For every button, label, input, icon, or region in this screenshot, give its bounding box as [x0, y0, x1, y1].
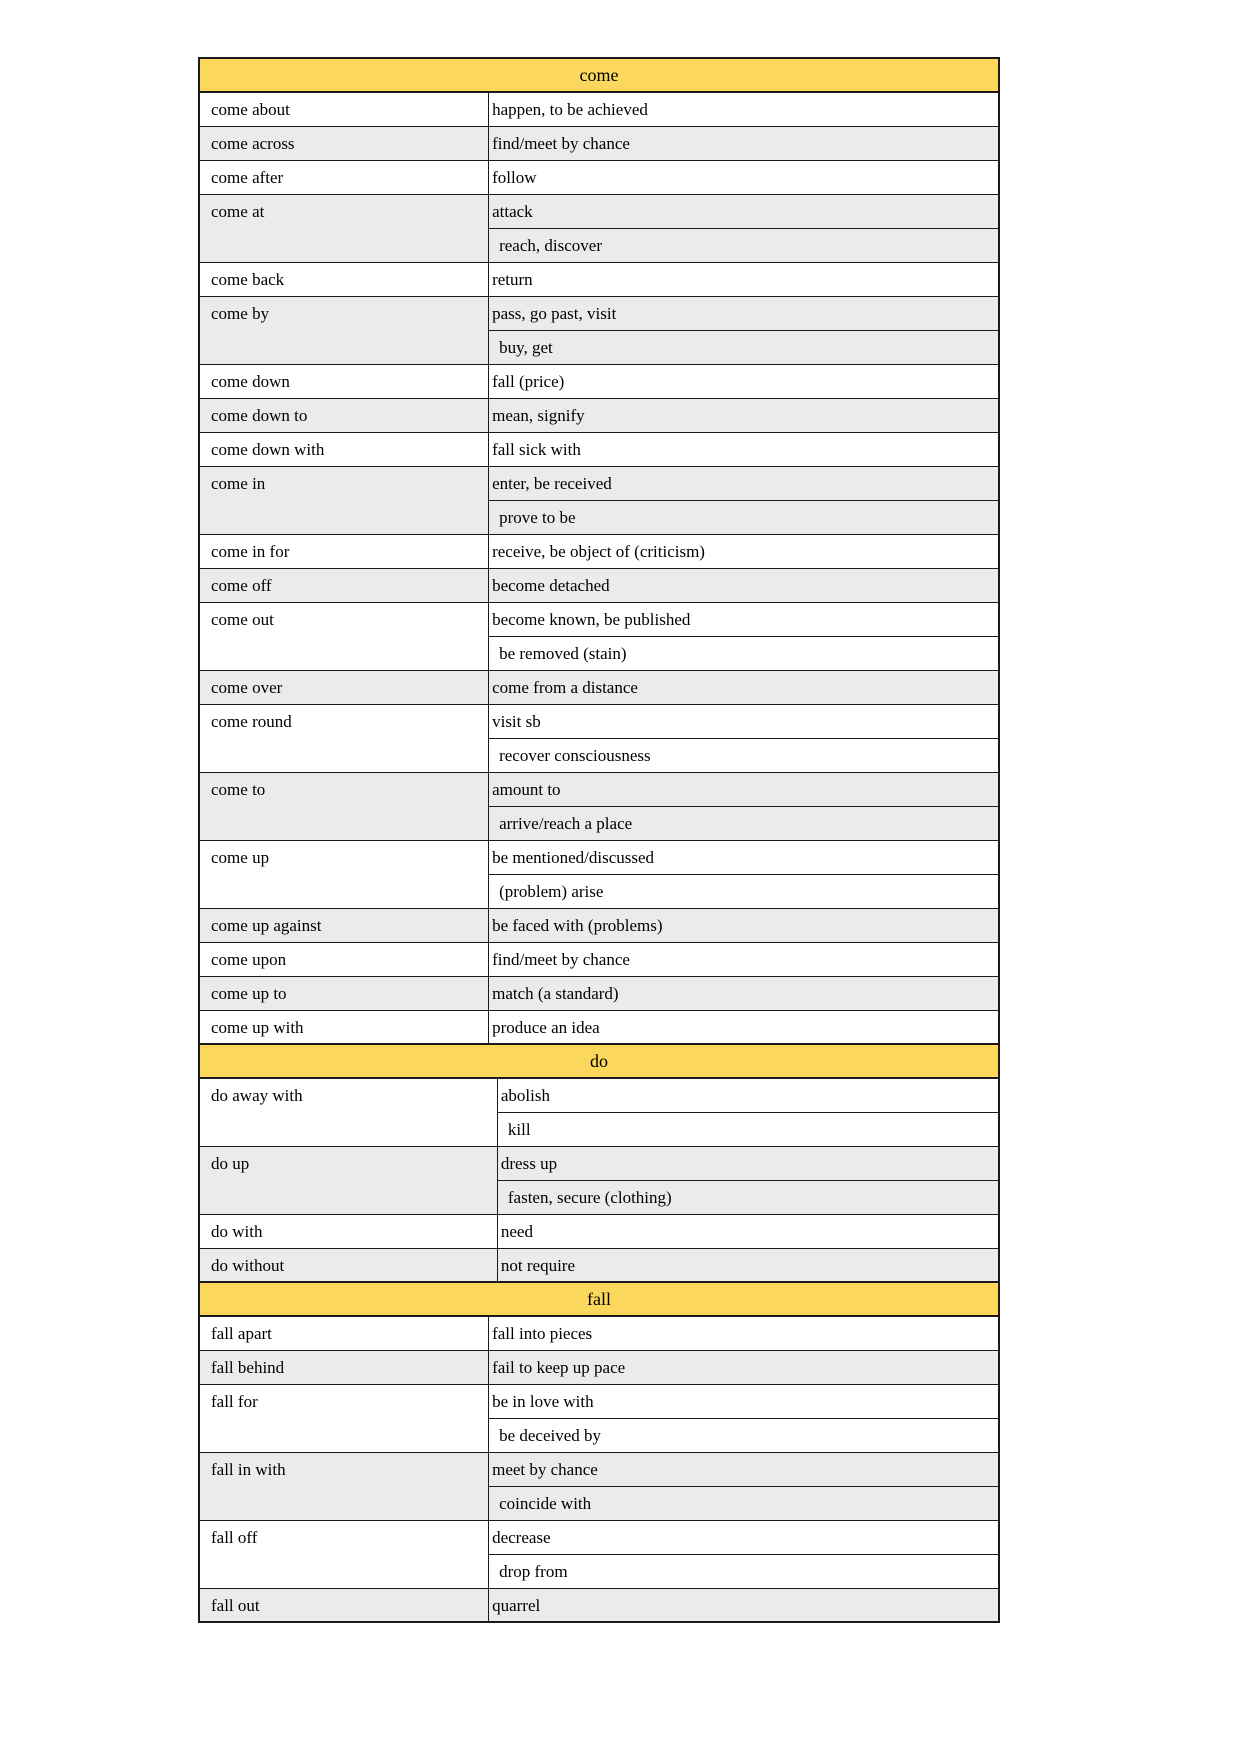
table-row	[199, 1010, 999, 1044]
meaning-cell: find/meet by chance	[489, 942, 999, 976]
table-row	[199, 296, 999, 330]
phrasal-verb-cell: fall behind	[199, 1350, 489, 1384]
phrasal-verb-cell: come about	[199, 92, 489, 126]
phrasal-verb-cell: do away with	[199, 1078, 497, 1146]
phrasal-verb-cell: come out	[199, 602, 489, 670]
meaning-cell: buy, get	[489, 330, 999, 364]
meaning-cell: abolish	[497, 1078, 999, 1112]
meaning-cell: be faced with (problems)	[489, 908, 999, 942]
section-table-do	[198, 1043, 1000, 1283]
table-row	[199, 194, 999, 228]
phrasal-verb-cell: come at	[199, 194, 489, 262]
phrasal-verb-cell: come by	[199, 296, 489, 364]
phrasal-verb-cell: fall in with	[199, 1452, 489, 1520]
phrasal-verb-cell: fall for	[199, 1384, 489, 1452]
meaning-cell: kill	[497, 1112, 999, 1146]
meaning-cell: fail to keep up pace	[489, 1350, 999, 1384]
meaning-cell: (problem) arise	[489, 874, 999, 908]
meaning-cell: fall (price)	[489, 364, 999, 398]
table-row	[199, 126, 999, 160]
phrasal-verb-cell: come round	[199, 704, 489, 772]
table-row	[199, 568, 999, 602]
phrasal-verb-cell: come down with	[199, 432, 489, 466]
meaning-cell: be mentioned/discussed	[489, 840, 999, 874]
phrasal-verb-cell: come up	[199, 840, 489, 908]
meaning-cell: return	[489, 262, 999, 296]
phrasal-verb-cell: come in	[199, 466, 489, 534]
meaning-cell: find/meet by chance	[489, 126, 999, 160]
table-row	[199, 840, 999, 874]
table-row	[199, 1452, 999, 1486]
phrasal-verb-cell: come down to	[199, 398, 489, 432]
section-header-row	[199, 1044, 999, 1078]
phrasal-verbs-table-group	[198, 57, 1000, 1623]
phrasal-verb-cell: come to	[199, 772, 489, 840]
meaning-cell: be deceived by	[489, 1418, 999, 1452]
meaning-cell: match (a standard)	[489, 976, 999, 1010]
meaning-cell: prove to be	[489, 500, 999, 534]
phrasal-verb-cell: come up with	[199, 1010, 489, 1044]
table-row	[199, 160, 999, 194]
table-row	[199, 1384, 999, 1418]
phrasal-verb-cell: come across	[199, 126, 489, 160]
meaning-cell: visit sb	[489, 704, 999, 738]
phrasal-verb-cell: fall out	[199, 1588, 489, 1622]
meaning-cell: quarrel	[489, 1588, 999, 1622]
meaning-cell: decrease	[489, 1520, 999, 1554]
meaning-cell: attack	[489, 194, 999, 228]
table-row	[199, 1588, 999, 1622]
meaning-cell: coincide with	[489, 1486, 999, 1520]
section-header-do: do	[199, 1044, 999, 1078]
meaning-cell: recover consciousness	[489, 738, 999, 772]
table-row	[199, 364, 999, 398]
table-row	[199, 1248, 999, 1282]
meaning-cell: receive, be object of (criticism)	[489, 534, 999, 568]
meaning-cell: be removed (stain)	[489, 636, 999, 670]
table-row	[199, 92, 999, 126]
table-row	[199, 1520, 999, 1554]
meaning-cell: fall into pieces	[489, 1316, 999, 1350]
meaning-cell: reach, discover	[489, 228, 999, 262]
phrasal-verb-cell: come up against	[199, 908, 489, 942]
meaning-cell: happen, to be achieved	[489, 92, 999, 126]
meaning-cell: enter, be received	[489, 466, 999, 500]
meaning-cell: meet by chance	[489, 1452, 999, 1486]
phrasal-verb-cell: do with	[199, 1214, 497, 1248]
meaning-cell: become detached	[489, 568, 999, 602]
phrasal-verb-cell: come off	[199, 568, 489, 602]
table-row	[199, 976, 999, 1010]
meaning-cell: pass, go past, visit	[489, 296, 999, 330]
table-row	[199, 908, 999, 942]
phrasal-verb-cell: fall off	[199, 1520, 489, 1588]
meaning-cell: need	[497, 1214, 999, 1248]
table-row	[199, 1078, 999, 1112]
phrasal-verb-cell: come upon	[199, 942, 489, 976]
section-header-fall: fall	[199, 1282, 999, 1316]
section-table-come	[198, 57, 1000, 1045]
meaning-cell: amount to	[489, 772, 999, 806]
section-table-fall	[198, 1281, 1000, 1623]
phrasal-verb-cell: fall apart	[199, 1316, 489, 1350]
meaning-cell: drop from	[489, 1554, 999, 1588]
meaning-cell: fasten, secure (clothing)	[497, 1180, 999, 1214]
meaning-cell: mean, signify	[489, 398, 999, 432]
table-row	[199, 704, 999, 738]
meaning-cell: fall sick with	[489, 432, 999, 466]
table-row	[199, 534, 999, 568]
table-row	[199, 670, 999, 704]
meaning-cell: follow	[489, 160, 999, 194]
table-row	[199, 1214, 999, 1248]
phrasal-verb-cell: come down	[199, 364, 489, 398]
phrasal-verb-cell: do up	[199, 1146, 497, 1214]
meaning-cell: not require	[497, 1248, 999, 1282]
table-row	[199, 432, 999, 466]
meaning-cell: become known, be published	[489, 602, 999, 636]
section-header-row	[199, 1282, 999, 1316]
meaning-cell: come from a distance	[489, 670, 999, 704]
meaning-cell: dress up	[497, 1146, 999, 1180]
table-row	[199, 1316, 999, 1350]
table-row	[199, 262, 999, 296]
meaning-cell: arrive/reach a place	[489, 806, 999, 840]
phrasal-verb-cell: come over	[199, 670, 489, 704]
table-row	[199, 942, 999, 976]
phrasal-verb-cell: come back	[199, 262, 489, 296]
table-row	[199, 1350, 999, 1384]
meaning-cell: produce an idea	[489, 1010, 999, 1044]
section-header-row	[199, 58, 999, 92]
table-row	[199, 772, 999, 806]
table-row	[199, 1146, 999, 1180]
table-row	[199, 602, 999, 636]
phrasal-verb-cell: come in for	[199, 534, 489, 568]
section-header-come: come	[199, 58, 999, 92]
phrasal-verb-cell: come after	[199, 160, 489, 194]
table-row	[199, 466, 999, 500]
phrasal-verb-cell: come up to	[199, 976, 489, 1010]
phrasal-verb-cell: do without	[199, 1248, 497, 1282]
meaning-cell: be in love with	[489, 1384, 999, 1418]
phrasal-verbs-document	[198, 57, 1000, 1623]
table-row	[199, 398, 999, 432]
